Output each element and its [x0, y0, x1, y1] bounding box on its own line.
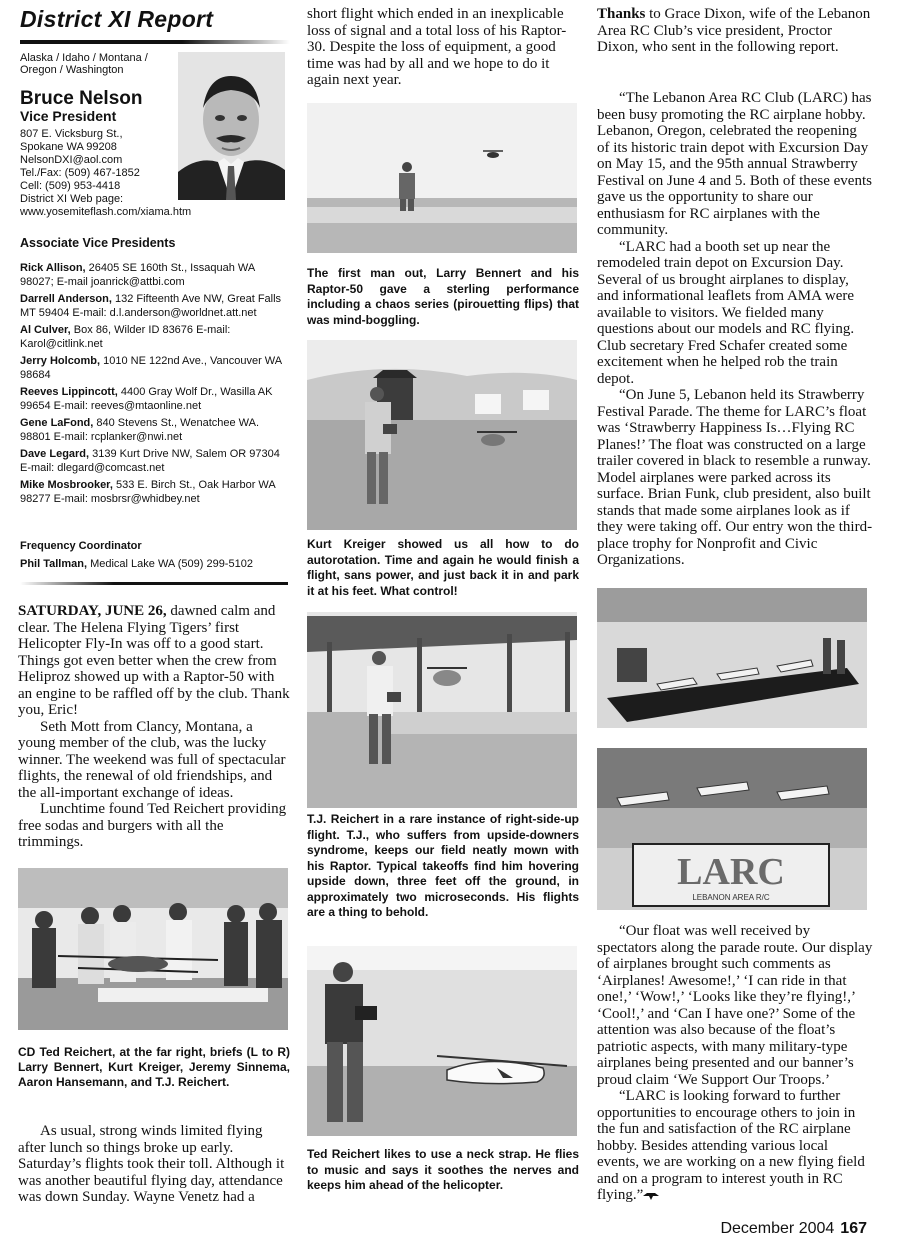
- vp-telfax: Tel./Fax: (509) 467-1852: [20, 167, 140, 179]
- paragraph: [597, 6, 873, 56]
- associate-entry: [20, 479, 282, 506]
- associate-entry: [20, 386, 282, 413]
- page-footer: [720, 1220, 867, 1238]
- banner-larc-text: LARC: [677, 851, 785, 893]
- associate-details: 840 Stevens St., Wenatchee WA. 98801 E-mail: rcplanker@nwi.net: [20, 417, 260, 443]
- associate-details: 132 Fifteenth Ave NW, Great Falls MT 59404 E-mail: d.l.anderson@worldnet.att.net: [20, 293, 282, 319]
- associate-details: 26405 SE 160th St., Issaquah WA 98027; E-mail joanrick@attbi.com: [20, 262, 255, 288]
- frequency-coordinator-name: Phil Tallman,: [20, 558, 88, 570]
- paragraph: [597, 1088, 873, 1204]
- photo-caption: Kurt Kreiger showed us all how to do autorotation. Time and again he would finish a flight, sans power, and just back it in and park it at his feet. What control!: [307, 537, 579, 598]
- associate-details: 533 E. Birch St., Oak Harbor WA 98277 E-mail: mosbrsr@whidbey.net: [20, 479, 276, 505]
- paragraph: “On June 5, Lebanon held its Strawberry Festival Parade. The theme for LARC’s float was ‘Strawberry Happiness Is…Flying RC Planes!’ The float was constructed on a large trailer covered in black to resemble a runway. Model airplanes were parked across its surface. Brian Funk, club president, also built stands that made some airplanes look as if they were taking off. Our entry won the third-place trophy for Nonprofit and Civic Organizations.: [597, 387, 873, 568]
- vp-portrait-photo: [178, 52, 285, 200]
- frequency-coordinator-entry: [20, 558, 253, 570]
- photo-caption: CD Ted Reichert, at the far right, briefs (L to R) Larry Bennert, Kurt Kreiger, Jeremy Sinnema, Aaron Hansemann, and T.J. Reichert.: [18, 1045, 290, 1089]
- larry-bennert-photo: [307, 103, 577, 253]
- column1-body: [18, 603, 290, 851]
- associate-entry: [20, 262, 282, 289]
- associate-name: Darrell Anderson,: [20, 293, 112, 305]
- larc-banner-photo: [597, 748, 867, 910]
- group-briefing-photo: [18, 868, 288, 1030]
- issue-date: December 2004: [720, 1220, 835, 1237]
- frequency-coordinator-details: Medical Lake WA (509) 299-5102: [87, 558, 253, 570]
- associate-details: 3139 Kurt Drive NW, Salem OR 97304 E-mail: dlegard@comcast.net: [20, 448, 280, 474]
- associate-vp-list: [20, 262, 282, 510]
- associate-name: Jerry Holcomb,: [20, 355, 101, 367]
- vp-name: Bruce Nelson: [20, 88, 143, 109]
- associate-name: Reeves Lippincott,: [20, 386, 118, 398]
- vp-address-line: 807 E. Vicksburg St.,: [20, 128, 123, 140]
- paragraph-text: dawned calm and clear. The Helena Flying Tigers’ first Helicopter Fly-In was off to a good start. Things got even better when the crew from Heliproz showed up with a Raptor-50 with an engine to be raffled off by the club. Thank you, Eric!: [18, 603, 290, 718]
- associate-name: Rick Allison,: [20, 262, 86, 274]
- banner-subtitle-text: LEBANON AREA R/C: [692, 893, 770, 902]
- vp-cell: Cell: (509) 953-4418: [20, 180, 121, 192]
- parade-float-photo: [597, 588, 867, 728]
- district-states: Alaska / Idaho / Montana / Oregon / Washington: [20, 52, 148, 76]
- associate-entry: [20, 293, 282, 320]
- vp-email[interactable]: NelsonDXI@aol.com: [20, 154, 123, 166]
- associate-details: 4400 Gray Wolf Dr., Wasilla AK 99654 E-mail: reeves@mtaonline.net: [20, 386, 273, 412]
- paragraph: Seth Mott from Clancy, Montana, a young member of the club, was the lucky winner. The weekend was full of spectacular flights, the renewal of old friendships, and the all-important exchange of ideas.: [18, 718, 286, 801]
- lead-in: SATURDAY, JUNE 26,: [18, 603, 167, 619]
- photo-caption: T.J. Reichert in a rare instance of right-side-up flight. T.J., who suffers from upside-downers syndrome, keeps our field neatly mown with his Raptor. Typical takeoffs find him hovering upside down, three feet off the ground, in approximately two microseconds. His flights are a thing to behold.: [307, 812, 579, 919]
- larc-report-text: [597, 90, 873, 569]
- associate-name: Al Culver,: [20, 324, 71, 336]
- paragraph: As usual, strong winds limited flying after lunch so things broke up early. Saturday’s flights took their toll. Although it was another beautiful flying day, attendance was down Sunday. Wayne Venetz had a: [18, 1123, 285, 1205]
- associate-entry: [20, 417, 282, 444]
- associate-details: 1010 NE 122nd Ave., Vancouver WA 98684: [20, 355, 282, 381]
- associate-entry: [20, 355, 282, 382]
- frequency-coordinator-heading: Frequency Coordinator: [20, 540, 142, 552]
- associate-details: Box 86, Wilder ID 83676 E-mail: Karol@citlink.net: [20, 324, 231, 350]
- associate-name: Dave Legard,: [20, 448, 90, 460]
- associate-name: Gene LaFond,: [20, 417, 94, 429]
- tj-reichert-photo: [307, 612, 577, 808]
- page-number: 167: [840, 1220, 867, 1237]
- larc-report-text-continued: [597, 923, 873, 1204]
- paragraph: “Our float was well received by spectators along the parade route. Our display of airplanes brought such comments as ‘Airplanes! Awesome!,’ ‘I can ride in that one!,’ ‘Wow!,’ ‘Looks like they’re flying!,’ ‘Cool!,’ and ‘Can I have one?’ Some of the attention was also because of the float’s patriotic aspects, with many military-type airplanes being presented and our banner’s proud claim ‘We Support Our Troops.’: [597, 923, 873, 1088]
- paragraph: “LARC had a booth set up near the remodeled train depot on Excursion Day. Several of us brought airplanes to display, and informational leaflets from AMA were available to visitors. We fielded many questions about our models and RC flying. Club secretary Fred Schafer created some excitement when he helped rob the train depot.: [597, 238, 855, 387]
- photo-caption: Ted Reichert likes to use a neck strap. He flies to music and says it soothes the nerves and keeps him ahead of the helicopter.: [307, 1147, 579, 1192]
- lead-in: Thanks: [597, 6, 646, 22]
- photo-caption: The first man out, Larry Bennert and his Raptor-50 gave a sterling performance including a chaos series (pirouetting flips) that was mind-boggling.: [307, 266, 579, 327]
- associate-entry: [20, 324, 282, 351]
- vp-web-label: District XI Web page:: [20, 193, 124, 205]
- paragraph: Lunchtime found Ted Reichert providing free sodas and burgers with all the trimmings.: [18, 801, 287, 850]
- kurt-kreiger-photo: [307, 340, 577, 530]
- paragraph: [18, 603, 290, 719]
- paragraph: “The Lebanon Area RC Club (LARC) has been busy promoting the RC airplane hobby. Lebanon, Oregon, celebrated the reopening of its historic train depot with Excursion Day on May 15, and the 95th annual Strawberry Festival on June 4 and 5. Both of these events gave us the opportunity to share our enthusiasm for RC airplanes with the community.: [597, 90, 872, 238]
- paragraph-text: to Grace Dixon, wife of the Lebanon Area RC Club’s vice president, Proctor Dixon, who sent in the following report.: [597, 6, 871, 55]
- vp-title: Vice President: [20, 108, 117, 124]
- ted-reichert-neck-strap-photo: [307, 946, 577, 1136]
- section-rule: [20, 582, 288, 585]
- paragraph: short flight which ended in an inexplicable loss of signal and a total loss of his Raptor-30. Despite the loss of equipment, a good time was had by all and we hope to do it again next year.: [307, 6, 567, 88]
- associate-name: Mike Mosbrooker,: [20, 479, 113, 491]
- title-rule: [20, 40, 290, 44]
- associate-vp-heading: Associate Vice Presidents: [20, 236, 176, 250]
- associate-entry: [20, 448, 282, 475]
- vp-web-url[interactable]: www.yosemiteflash.com/xiama.htm: [20, 206, 192, 218]
- report-title: District XI Report: [20, 6, 214, 32]
- vp-city-line: Spokane WA 99208: [20, 141, 117, 153]
- paragraph-text: “LARC is looking forward to further opportunities to encourage others to join in the fun and satisfaction of the RC airplane hobby. Besides attending various local events, we are working on a new flying field and on a program to interest youth in RC flying.”: [597, 1088, 865, 1203]
- ama-logo-icon: [643, 1191, 659, 1201]
